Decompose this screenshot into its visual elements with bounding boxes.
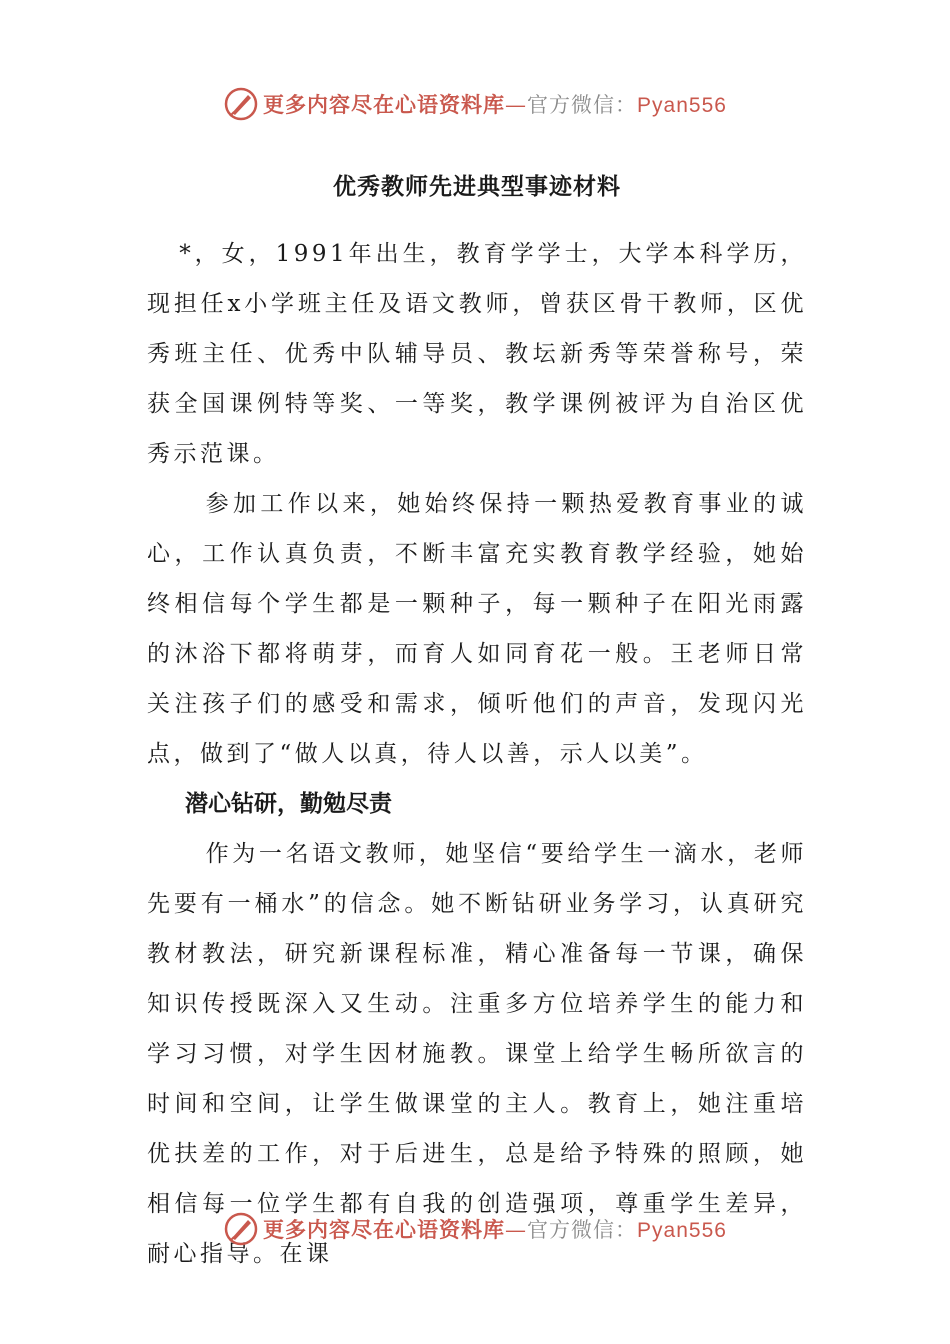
section-heading: 潜心钻研，勤勉尽责 <box>184 791 392 817</box>
paragraph-work: 参加工作以来，她始终保持一颗热爱教育事业的诚心，工作认真负责，不断丰富充实教育教学经验，她始终相信每个学生都是一颗种子，每一颗种子在阳光雨露的沐浴下都将萌芽，而育人如同育花一般。王老师日常关注孩子们的感受和需求，倾听他们的声音，发现闪光点，做到了“做人以真，待人以善，示人以美”。 <box>147 491 807 767</box>
watermark-header <box>0 84 950 124</box>
watermark-site-name: 更多内容尽在心语资料库 <box>263 1217 506 1242</box>
watermark-wechat-label: 官方微信： <box>527 93 638 117</box>
watermark-account: Pyan556 <box>637 1219 727 1242</box>
watermark-text <box>263 89 727 119</box>
paragraph-section: 作为一名语文教师，她坚信“要给学生一滴水，老师先要有一桶水”的信念。她不断钻研业务学习，认真研究教材教法，研究新课程标准，精心准备每一节课，确保知识传授既深入又生动。注重多方位培养学生的能力和学习习惯，对学生因材施教。课堂上给学生畅所欲言的时间和空间，让学生做课堂的主人。教育上，她注重培优扶差的工作，对于后进生，总是给予特殊的照顾，她相信每一位学生都有自我的创造强项，尊重学生差异，耐心指导。在课 <box>147 841 807 1267</box>
watermark-footer <box>0 1209 950 1249</box>
watermark-text <box>263 1214 727 1244</box>
document-title: 优秀教师先进典型事迹材料 <box>333 174 621 200</box>
watermark-wechat-label: 官方微信： <box>527 1218 638 1242</box>
watermark-separator: — <box>505 93 528 117</box>
watermark-separator: — <box>505 1218 528 1242</box>
watermark-site-name: 更多内容尽在心语资料库 <box>263 92 506 117</box>
watermark-account: Pyan556 <box>637 94 727 117</box>
quill-logo-icon <box>223 1211 259 1247</box>
paragraph-intro: *，女，1991年出生，教育学学士，大学本科学历，现担任x小学班主任及语文教师，曾获区骨干教师，区优秀班主任、优秀中队辅导员、教坛新秀等荣誉称号，荣获全国课例特等奖、一等奖，教学课例被评为自治区优秀示范课。 <box>147 241 807 467</box>
quill-logo-icon <box>223 86 259 122</box>
document-body <box>147 168 807 1279</box>
